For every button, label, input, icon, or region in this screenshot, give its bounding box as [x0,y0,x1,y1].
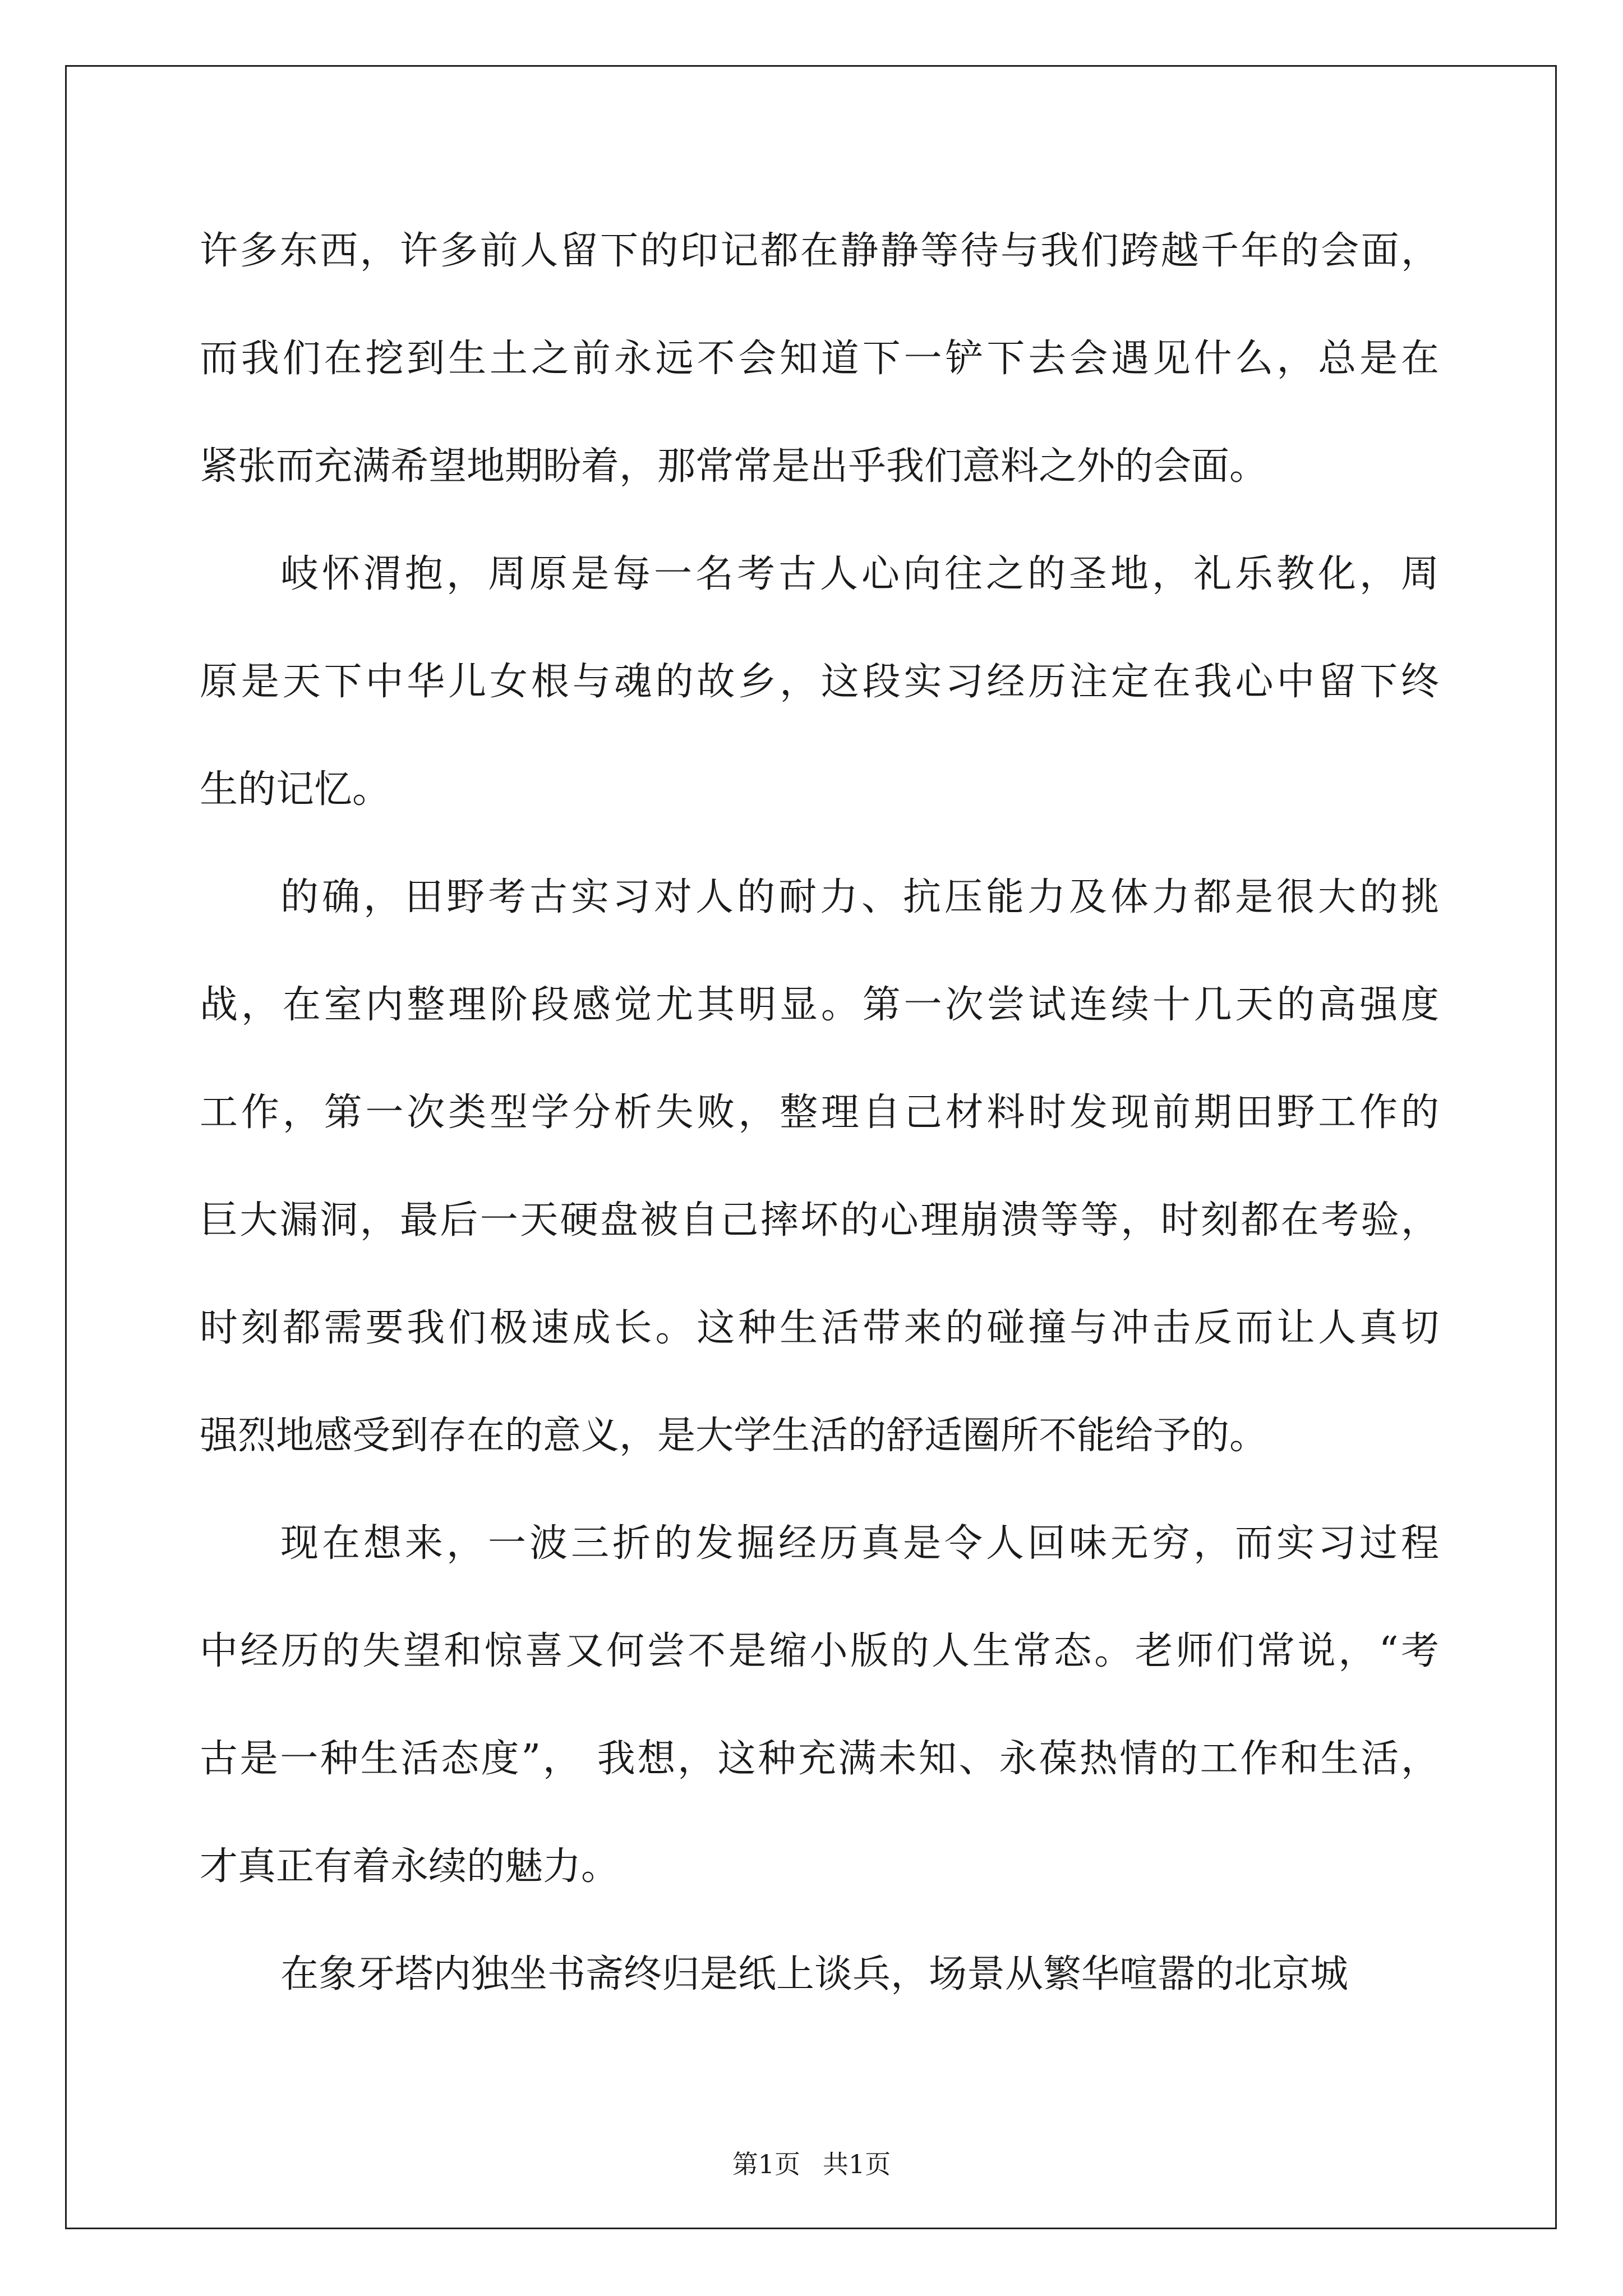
text-line: 中经历的失望和惊喜又何尝不是缩小版的人生常态。老师们常说，“考 [200,1629,1439,1673]
text-line: 原是天下中华儿女根与魂的故乡，这段实习经历注定在我心中留下终 [200,660,1439,704]
page-footer [0,2144,1623,2181]
text-line: 许多东西，许多前人留下的印记都在静静等待与我们跨越千年的会面， [200,229,1439,273]
text-line: 生的记忆。 [200,767,391,812]
document-body [200,197,1439,2028]
text-line: 战，在室内整理阶段感觉尤其明显。第一次尝试连续十几天的高强度 [200,983,1439,1027]
text-line: 才真正有着永续的魅力。 [200,1844,620,1889]
text-line: 紧张而充满希望地期盼着，那常常是出乎我们意料之外的会面。 [200,444,1268,489]
text-line: 强烈地感受到存在的意义，是大学生活的舒适圈所不能给予的。 [200,1414,1268,1458]
text-line: 现在想来，一波三折的发掘经历真是令人回味无穷，而实习过程 [280,1521,1439,1566]
page-number: 第1页 [732,2149,800,2179]
text-line: 古是一种生活态度”， 我想，这种充满未知、永葆热情的工作和生活， [200,1737,1439,1781]
text-line: 时刻都需要我们极速成长。这种生活带来的碰撞与冲击反而让人真切 [200,1306,1439,1350]
text-line: 工作，第一次类型学分析失败，整理自己材料时发现前期田野工作的 [200,1091,1439,1135]
text-line: 在象牙塔内独坐书斋终归是纸上谈兵，场景从繁华喧嚣的北京城 [280,1952,1349,1996]
text-line: 巨大漏洞，最后一天硬盘被自己摔坏的心理崩溃等等，时刻都在考验， [200,1198,1439,1243]
page-total: 共1页 [823,2149,891,2179]
text-line: 的确，田野考古实习对人的耐力、抗压能力及体力都是很大的挑 [280,875,1439,919]
text-line: 岐怀渭抱，周原是每一名考古人心向往之的圣地，礼乐教化，周 [280,552,1439,596]
text-line: 而我们在挖到生土之前永远不会知道下一铲下去会遇见什么，总是在 [200,337,1439,381]
